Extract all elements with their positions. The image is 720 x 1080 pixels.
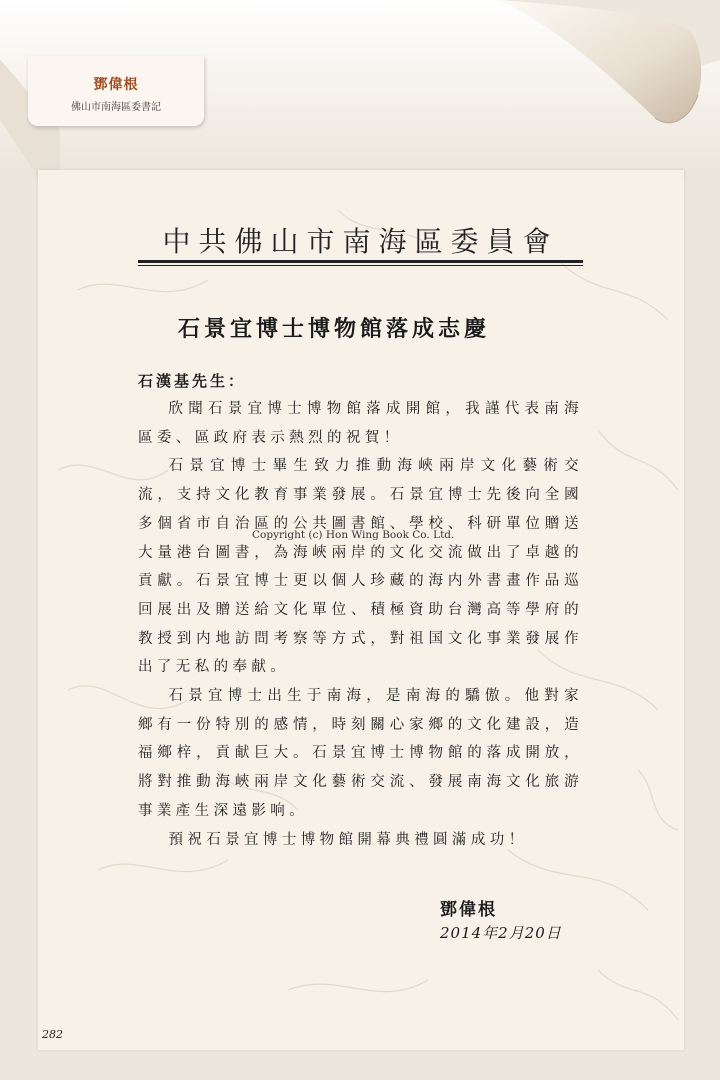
letter-title: 石景宜博士博物館落成志慶	[178, 316, 491, 342]
letter-body	[138, 395, 583, 854]
letter-paper	[38, 170, 684, 1050]
title-rule-thick	[138, 260, 583, 263]
paragraph-2: 石景宜博士畢生致力推動海峽兩岸文化藝術交流，支持文化教育事業發展。石景宜博士先後向全國多個省市自治區的公共圖書館、學校、科研單位贈送大量港台圖書，為海峽兩岸的文化交流做出了卓越的貢獻。石景宜博士更以個人珍藏的海内外書畫作品巡回展出及贈送給文化單位、積極資助台灣高等學府的教授到内地訪問考察等方式，對祖国文化事業發展作出了无私的奉献。	[138, 458, 583, 676]
author-name: 鄧偉根	[93, 77, 139, 93]
author-role: 佛山市南海區委書記	[71, 102, 161, 113]
salutation: 石漢基先生：	[138, 372, 247, 390]
paragraph-4: 預祝石景宜博士博物館開幕典禮圓滿成功！	[168, 831, 528, 848]
paragraph-3: 石景宜博士出生于南海，是南海的驕傲。他對家鄉有一份特別的感情，時刻關心家鄉的文化建設，造福鄉梓，貢献巨大。石景宜博士博物館的落成開放，將對推動海峽兩岸文化藝術交流、發展南海文化旅游事業產生深遠影响。	[138, 688, 583, 819]
title-rule-thin	[138, 265, 583, 266]
paragraph-1: 欣聞石景宜博士博物館落成開館，我謹代表南海區委、區政府表示熱烈的祝賀！	[138, 401, 583, 446]
organization-title: 中共佛山市南海區委員會	[162, 225, 559, 258]
page-number: 282	[42, 1028, 63, 1041]
signature: 鄧偉根	[440, 900, 497, 920]
signature-date: 2014年2月20日	[440, 924, 562, 942]
author-tab	[28, 56, 204, 126]
copyright-notice: Copyright (c) Hon Wing Book Co. Ltd.	[252, 529, 455, 541]
